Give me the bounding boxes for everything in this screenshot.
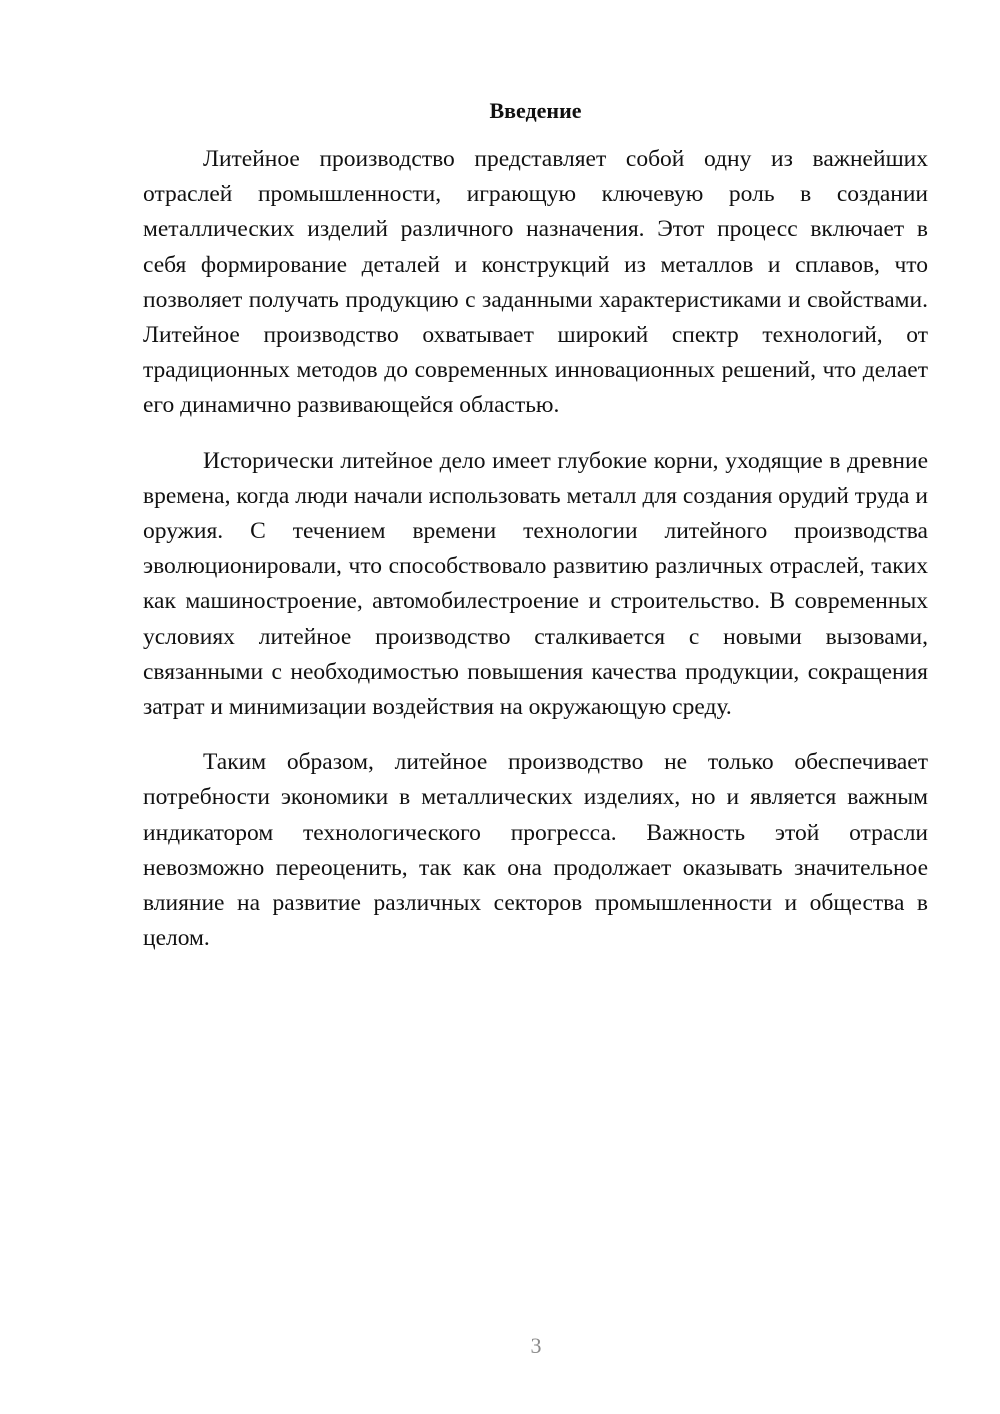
paragraph-2: Исторически литейное дело имеет глубокие корни, уходящие в древние времена, когда люди начали использовать металл для создания орудий труда и оружия. С течением времени технологии литейного производства эволюционировали, что способствовало развитию различных отраслей, таких как машиностроение, автомобилестроение и строительство. В современных условиях литейное производство сталкивается с новыми вызовами, связанными с необходимостью повышения качества продукции, сокращения затрат и минимизации воздействия на окружающую среду. [143, 447, 928, 721]
paragraph-1: Литейное производство представляет собой одну из важнейших отраслей промышленности, играющую ключевую роль в создании металлических изделий различного назначения. Этот процесс включает в себя формирование деталей и конструкций из металлов и сплавов, что позволяет получать продукцию с заданными характеристиками и свойствами. Литейное производство охватывает широкий спектр технологий, от традиционных методов до современных инновационных решений, что делает его динамично развивающейся областью. [143, 146, 928, 419]
paragraph-3: Таким образом, литейное производство не только обеспечивает потребности экономики в металлических изделиях, но и является важным индикатором технологического прогресса. Важность этой отрасли невозможно переоценить, так как она продолжает оказывать значительное влияние на развитие различных секторов промышленности и общества в целом. [143, 749, 928, 952]
page-heading: Введение [489, 98, 582, 123]
page-number: 3 [530, 1333, 542, 1358]
body-text [143, 142, 928, 976]
